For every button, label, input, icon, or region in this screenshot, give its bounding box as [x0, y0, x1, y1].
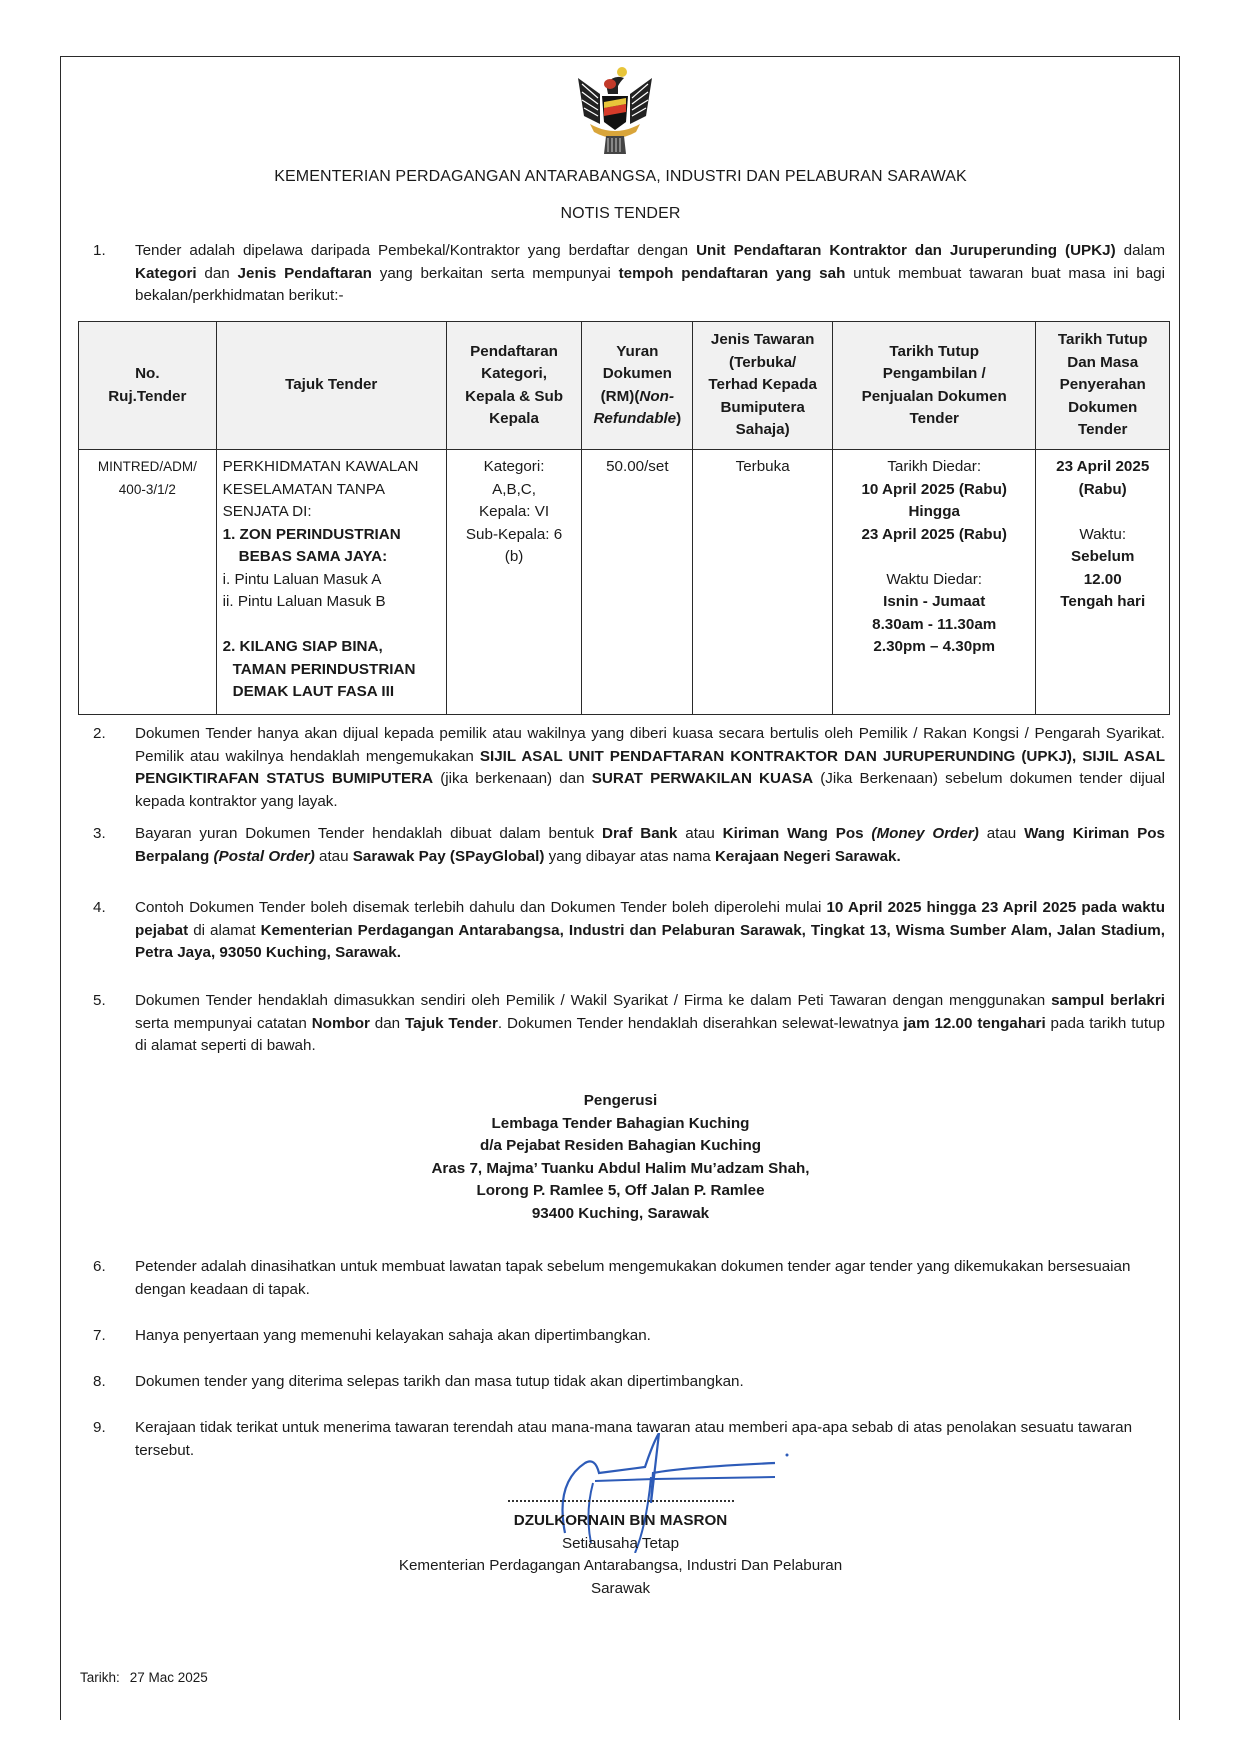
sarawak-crest-icon [570, 64, 660, 160]
ministry-name: KEMENTERIAN PERDAGANGAN ANTARABANGSA, INDUSTRI DAN PELABURAN SARAWAK [274, 168, 967, 185]
clause-5: 5. Dokumen Tender hendaklah dimasukkan sendiri oleh Pemilik / Wakil Syarikat / Firma ke dalam Peti Tawaran dengan menggunakan sampul berlakri serta mempunyai catatan Nombor dan Tajuk Tender. Dokumen Tender hendaklah diserahkan selewat-lewatnya jam 12.00 tengahari pada tarikh tutup di alamat seperti di bawah. [93, 992, 1165, 1054]
col-header-category: Pendaftaran Kategori, Kepala & Sub Kepala [446, 322, 582, 450]
col-header-type: Jenis Tawaran (Terbuka/ Terhad Kepada Bumiputera Sahaja) [693, 322, 833, 450]
col-header-sale-closing: Tarikh Tutup Pengambilan / Penjualan Dokumen Tender [833, 322, 1036, 450]
clause-3: 3. Bayaran yuran Dokumen Tender hendaklah dibuat dalam bentuk Draf Bank atau Kiriman Wang Pos (Money Order) atau Wang Kiriman Pos Berpalang (Postal Order) atau Sarawak Pay (SPayGlobal) yang dibayar atas nama Kerajaan Negeri Sarawak. [93, 825, 1166, 865]
signatory-block: DZULKORNAIN BIN MASRON Setiausaha Tetap Kementerian Perdagangan Antarabangsa, Industri Dan Pelaburan Sarawak [398, 1512, 843, 1597]
issue-date: Tarikh: 27 Mac 2025 [80, 1670, 208, 1685]
clause-7: 7. Hanya penyertaan yang memenuhi kelayakan sahaja akan dipertimbangkan. [93, 1327, 651, 1344]
cell-type: Terbuka [693, 450, 833, 715]
cell-closing: 23 April 2025 (Rabu) Waktu: Sebelum 12.00 Tengah hari [1036, 450, 1170, 715]
clause-8: 8. Dokumen tender yang diterima selepas tarikh dan masa tutup tidak akan dipertimbangkan. [93, 1373, 744, 1390]
col-header-fee: Yuran Dokumen (RM)(Non- Refundable) [582, 322, 693, 450]
clause-1: 1. Tender adalah dipelawa daripada Pembekal/Kontraktor yang berdaftar dengan Unit Pendaftaran Kontraktor dan Juruperunding (UPKJ) dalam Kategori dan Jenis Pendaftaran yang berkaitan serta mempunyai tempoh pendaftaran yang sah untuk membuat tawaran buat masa ini bagi bekalan/perkhidmatan berikut:- [93, 242, 1165, 304]
clause-9: 9. Kerajaan tidak terikat untuk menerima tawaran terendah atau mana-mana tawaran atau memberi apa-apa sebab di atas penolakan sesuatu tawaran tersebut. [93, 1419, 1133, 1459]
clause-2: 2. Dokumen Tender hanya akan dijual kepada pemilik atau wakilnya yang diberi kuasa secara bertulis oleh Pemilik / Rakan Kongsi / Pengarah Syarikat. Pemilik atau wakilnya hendaklah mengemukakan SIJIL ASAL UNIT PENDAFTARAN KONTRAKTOR DAN JURUPERUNDING (UPKJ), SIJIL ASAL PENGIKTIRAFAN STATUS BUMIPUTERA (jika berkenaan) dan SURAT PERWAKILAN KUASA (Jika Berkenaan) sebelum dokumen tender dijual kepada kontraktor yang layak. [93, 725, 1166, 810]
clause-6: 6. Petender adalah dinasihatkan untuk membuat lawatan tapak sebelum mengemukakan dokumen tender agar tender yang dikemukakan bersesuaian dengan keadaan di tapak. [93, 1258, 1131, 1298]
submission-address: Pengerusi Lembaga Tender Bahagian Kuching d/a Pejabat Residen Bahagian Kuching Aras 7, Majma’ Tuanku Abdul Halim Mu’adzam Shah, Lorong P. Ramlee 5, Off Jalan P. Ramlee 93400 Kuching, Sarawak [431, 1092, 810, 1222]
col-header-title: Tajuk Tender [216, 322, 446, 450]
cell-fee: 50.00/set [582, 450, 693, 715]
table-row [79, 450, 1170, 715]
col-header-submission: Tarikh Tutup Dan Masa Penyerahan Dokumen Tender [1036, 322, 1170, 450]
notice-title: NOTIS TENDER [560, 205, 681, 222]
signature-line [508, 1500, 734, 1502]
clause-4: 4. Contoh Dokumen Tender boleh disemak terlebih dahulu dan Dokumen Tender boleh diperolehi mulai 10 April 2025 hingga 23 April 2025 pada waktu pejabat di alamat Kementerian Perdagangan Antarabangsa, Industri dan Pelaburan Sarawak, Tingkat 13, Wisma Sumber Alam, Jalan Stadium, Petra Jaya, 93050 Kuching, Sarawak. [93, 899, 1165, 961]
cell-title: PERKHIDMATAN KAWALAN KESELAMATAN TANPA SENJATA DI: 1. ZON PERINDUSTRIAN BEBAS SAMA JAYA: i. Pintu Laluan Masuk A ii. Pintu Laluan Masuk B 2. KILANG SIAP BINA, TAMAN PERINDUSTRIAN DEMAK LAUT FASA III [216, 450, 446, 715]
cell-category: Kategori: A,B,C, Kepala: VI Sub-Kepala: 6 (b) [446, 450, 582, 715]
tender-table [78, 321, 1170, 715]
cell-sale-period: Tarikh Diedar: 10 April 2025 (Rabu) Hingga 23 April 2025 (Rabu) Waktu Diedar: Isnin - Jumaat 8.30am - 11.30am 2.30pm – 4.30pm [833, 450, 1036, 715]
cell-ref: MINTRED/ADM/ 400-3/1/2 [79, 450, 217, 715]
col-header-ref: No. Ruj.Tender [79, 322, 217, 450]
table-header-row [79, 322, 1170, 450]
